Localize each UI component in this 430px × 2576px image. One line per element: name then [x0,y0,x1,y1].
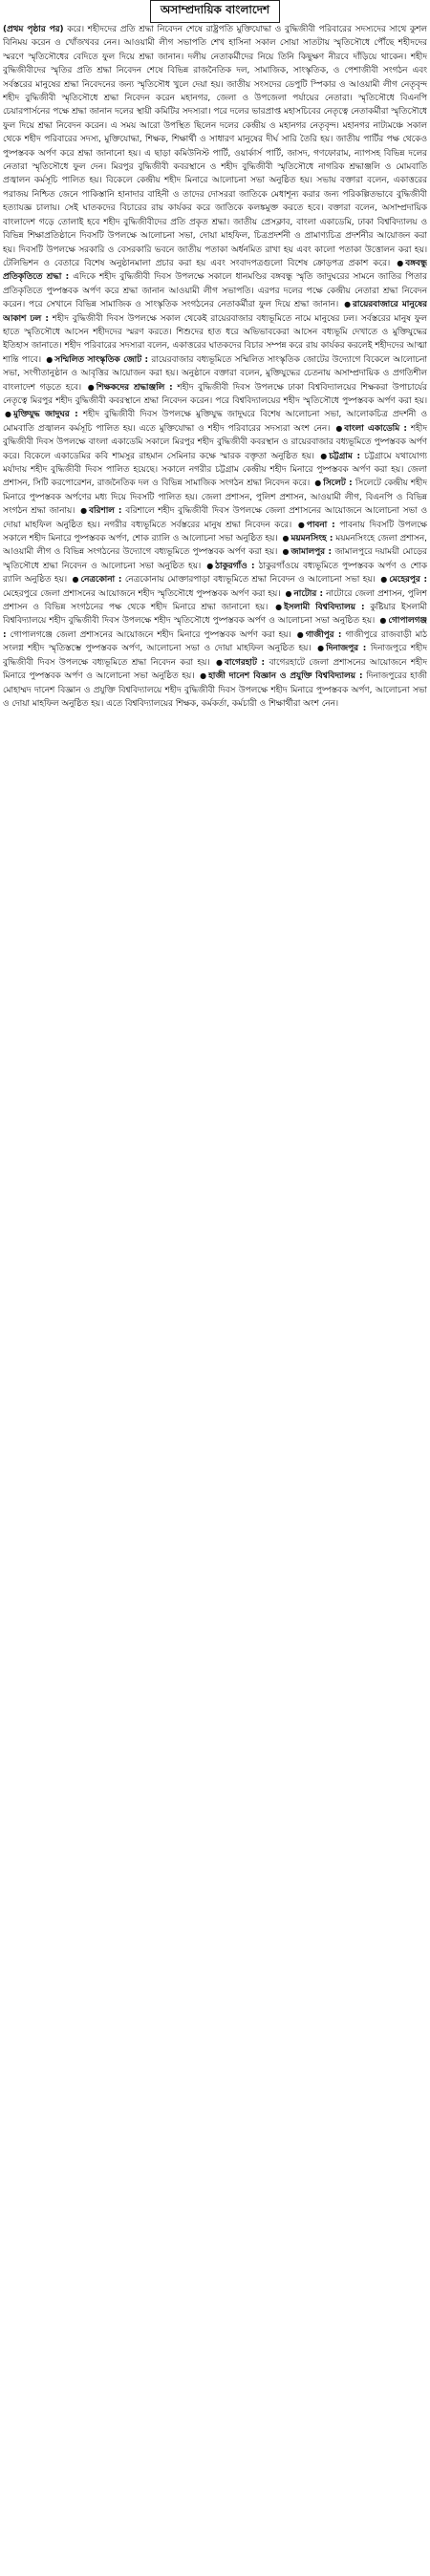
section-heading: নেত্রকোনা : [80,575,122,585]
bullet-icon: ● [282,547,290,557]
section-heading: নাটোর : [293,588,324,599]
section-text: পাবনায় দিবসটি উপলক্ষে সকালে শহীদ মিনারে পুষ্পস্তবক অর্পণ, শোক র‌্যালি ও আলোচনা সভা অনুষ্ঠিত হয়। [3,520,427,544]
section-heading: ইসলামী বিশ্ববিদ্যালয় : [284,603,365,613]
bullet-icon: ● [380,575,388,585]
section-text: বরিশালে শহীদ বুদ্ধিজীবী দিবস উপলক্ষে জেলা প্রশাসনের আয়োজনে আলোচনা সভা ও দোয়া মাহফিল অনুষ্ঠিত হয়। নগরীর বধ্যভূমিতে সর্বস্তরের মানুষ শ্রদ্ধা নিবেদন করে। [3,506,427,530]
continued-from-label: (প্রথম পৃষ্ঠার পর) [3,25,64,34]
bullet-icon: ● [206,561,214,570]
section-text: শহীদ বুদ্ধিজীবী দিবস উপলক্ষে বাংলা একাডেমি সকালে মিরপুর শহীদ বুদ্ধিজীবী কবরস্থান ও রায়েরবাজার বধ্যভূমিতে পুষ্পস্তবক অর্পণ করে। বিকেলে একাডেমির কবি শামসুর রাহমান সেমিনার কক্ষে স্মারক বক্তৃতা অনুষ্ঠিত হয়। [3,423,427,461]
bullet-icon: ● [320,451,328,460]
bullet-icon: ● [215,657,223,667]
section-heading: শিক্ষকদের শ্রদ্ধাঞ্জলি : [96,382,173,393]
section-heading: বঙ্গবন্ধু প্রতিকৃতিতে শ্রদ্ধা : [3,258,427,283]
section-text: নাটোরে জেলা প্রশাসন, পুলিশ প্রশাসন ও বিভিন্ন সংগঠনের পক্ষ থেকে শহীদ মিনারে শ্রদ্ধা জানানো হয়। [3,588,427,613]
headline: অসাম্প্রদায়িক বাংলাদেশ [150,0,280,23]
bullet-icon: ● [282,534,290,543]
section-heading: পাবনা : [306,520,335,530]
bullet-icon: ● [72,575,79,585]
section-text: চট্টগ্রামে যথাযোগ্য মর্যাদায় শহীদ বুদ্ধিজীবী দিবস পালিত হয়েছে। সকালে নগরীর চট্টগ্রাম কেন্দ্রীয় শহীদ মিনারে পুষ্পস্তবক অর্পণ করা হয়। জেলা প্রশাসন, সিটি করপোরেশন, রাজনৈতিক দল ও বিভিন্ন সামাজিক সংগঠন শ্রদ্ধা নিবেদন করে। [3,451,427,489]
section-text: দিনাজপুরের হাজী মোহাম্মদ দানেশ বিজ্ঞান ও প্রযুক্তি বিশ্ববিদ্যালয়ে শহীদ বুদ্ধিজীবী দিবস উপলক্ষে শহীদ মিনারে পুষ্পস্তবক অর্পণ, আলোচনা সভা ও দোয়া মাহফিল অনুষ্ঠিত হয়। এতে বিশ্ববিদ্যালয়ের শিক্ষক, কর্মকর্তা, কর্মচারী ও শিক্ষার্থীরা অংশ নেন। [3,671,427,709]
section-heading: ঠাকুরগাঁও : [215,561,255,571]
section-text: শহীদ বুদ্ধিজীবী দিবস উপলক্ষে মুক্তিযুদ্ধ জাদুঘরে বিশেষ আলোচনা সভা, আলোকচিত্র প্রদর্শনী ও মোমবাতি প্রজ্বালন কর্মসূচি পালিত হয়। এতে মুক্তিযোদ্ধা ও শহীদ পরিবারের সদস্যরা অংশ নেন। [3,410,427,434]
section-text: ঠাকুরগাঁওয়ে বধ্যভূমিতে পুষ্পস্তবক অর্পণ ও শোক র‌্যালি অনুষ্ঠিত হয়। [3,561,427,585]
section-text: শহীদ বুদ্ধিজীবী দিবস উপলক্ষে সকাল থেকেই রায়েরবাজার বধ্যভূমিতে নামে মানুষের ঢল। সর্বস্তরের মানুষ ফুল হাতে স্মৃতিসৌধে আসেন শহীদদের স্মরণ করতে। শিশুদের হাত ধরে অভিভাবকেরা আসেন বধ্যভূমি দেখাতে ও মুক্তিযুদ্ধের ইতিহাস জানাতে। শহীদ পরিবারের সদস্যরা বলেন, একাত্তরের ঘাতকদের বিচার সম্পন্ন করে রায় কার্যকর করলেই শহীদদের আত্মা শান্তি পাবে। [3,313,427,365]
bullet-icon: ● [379,616,387,626]
bullet-icon: ● [46,354,54,364]
section-heading: বরিশাল : [89,506,122,517]
section-text: করে। শহীদদের প্রতি শ্রদ্ধা নিবেদন শেষে রাষ্ট্রপতি মুক্তিযোদ্ধা ও বুদ্ধিজীবী পরিবারের সদস্যদের সাথে কুশল বিনিময় করেন ও খোঁজখবর নেন। আওয়ামী লীগ সভাপতি শেখ হাসিনা সকাল সোয়া সাতটায় স্মৃতিসৌধে পৌঁছে শহীদদের স্মরণে স্মৃতিসৌধের বেদিতে ফুল দিয়ে শ্রদ্ধা জানান। দলীয় নেতাকর্মীদের নিয়ে তিনি কিছুক্ষণ নীরবে দাঁড়িয়ে থাকেন। শহীদ বুদ্ধিজীবীদের স্মৃতির প্রতি শ্রদ্ধা নিবেদন শেষে বিভিন্ন রাজনৈতিক দল, সামাজিক, সাংস্কৃতিক, ও পেশাজীবী সংগঠন এবং সর্বস্তরের মানুষের শ্রদ্ধা নিবেদনের জন্য স্মৃতিসৌধ খুলে দেয়া হয়। জাতীয় সংসদের ডেপুটি স্পিকার ও আওয়ামী লীগ নেতৃবৃন্দ শহীদ বুদ্ধিজীবী স্মৃতিসৌধে শ্রদ্ধা নিবেদন করেন মহানগর, জেলা ও উপজেলা পর্যায়ের নেতারা। স্মৃতিসৌধে বিএনপি চেয়ারপার্সনের পক্ষে শ্রদ্ধা জানান দলের স্থায়ী কমিটির সদস্যরা। পরে দলের ভারপ্রাপ্ত মহাসচিবের নেতৃত্বে নেতাকর্মীরা স্মৃতিসৌধে ফুল দিয়ে শ্রদ্ধা নিবেদন করেন। এ সময় আরো উপস্থিত ছিলেন দলের কেন্দ্রীয় ও মহানগর নেতৃবৃন্দ। মহানগর নাট্যমঞ্চে সকাল থেকে শহীদ পরিবারের সদস্য, মুক্তিযোদ্ধা, শিক্ষক, শিক্ষার্থী ও সাধারণ মানুষের দীর্ঘ সারি তৈরি হয়। জাতীয় পার্টির পক্ষ থেকেও পুষ্পস্তবক অর্পণ করে শ্রদ্ধা জানানো হয়। এ ছাড়া কমিউনিস্ট পার্টি, ওয়ার্কার্স পার্টি, জাসদ, গণফোরাম, ন্যাপসহ বিভিন্ন দলের নেতারা স্মৃতিসৌধে ফুল দেন। মিরপুর বুদ্ধিজীবী কবরস্থানে ও শহীদ বুদ্ধিজীবী স্মৃতিসৌধে নাগরিক শ্রদ্ধাঞ্জলি ও মোমবাতি প্রজ্বালন কর্মসূচি পালিত হয়। বিকেলে কেন্দ্রীয় শহীদ মিনারে আলোচনা সভা অনুষ্ঠিত হয়। সভায় বক্তারা বলেন, একাত্তরের পরাজয় নিশ্চিত জেনে পাকিস্তানি হানাদার বাহিনী ও তাদের দোসররা জাতিকে মেধাশূন্য করার জন্য পরিকল্পিতভাবে বুদ্ধিজীবী হত্যাযজ্ঞ চালায়। সেই ঘাতকদের বিচারের রায় কার্যকর করে জাতিকে কলঙ্কমুক্ত করতে হবে। বক্তারা বলেন, অসাম্প্রদায়িক বাংলাদেশ গড়ে তোলাই হবে শহীদ বুদ্ধিজীবীদের প্রতি প্রকৃত শ্রদ্ধা। জাতীয় প্রেসক্লাব, বাংলা একাডেমি, ঢাকা বিশ্ববিদ্যালয় ও বিভিন্ন শিক্ষাপ্রতিষ্ঠানে দিবসটি উপলক্ষে আলোচনা সভা, দোয়া মাহফিল, চিত্রপ্রদর্শনী ও প্রামাণ্যচিত্র প্রদর্শনীর আয়োজন করা হয়। দিবসটি উপলক্ষে সরকারি ও বেসরকারি ভবনে জাতীয় পতাকা অর্ধনমিত রাখা হয় এবং কালো পতাকা উত্তোলন করা হয়। টেলিভিশন ও বেতারে বিশেষ অনুষ্ঠানমালা প্রচার করা হয় এবং সংবাদপত্রগুলো বিশেষ ক্রোড়পত্র প্রকাশ করে। [3,25,427,268]
section-text: দিনাজপুরে শহীদ বুদ্ধিজীবী দিবস উপলক্ষে বধ্যভূমিতে শ্রদ্ধা নিবেদন করা হয়। [3,644,427,668]
headline-bar [3,0,427,23]
section-heading: গোপালগঞ্জ : [3,616,427,640]
section-heading: গাজীপুর : [305,629,342,640]
bullet-icon: ● [297,520,305,529]
section-heading: মুক্তিযুদ্ধ জাদুঘর : [12,410,78,420]
section-heading: মেহেরপুর : [389,575,427,585]
section-heading: বাগেরহাট : [224,657,266,668]
section-heading: দিনাজপুর : [326,644,367,654]
section-text: কুষ্টিয়ার ইসলামী বিশ্ববিদ্যালয়ে শহীদ বুদ্ধিজীবী দিবস উপলক্ষে শহীদ স্মৃতিসৌধে পুষ্পস্তবক অর্পণ ও আলোচনা সভা অনুষ্ঠিত হয়। [3,603,427,627]
article-body [3,23,427,2571]
bullet-icon: ● [296,629,304,639]
section-text: ময়মনসিংহে জেলা প্রশাসন, আওয়ামী লীগ ও বিভিন্ন সংগঠনের উদ্যোগে বধ্যভূমিতে পুষ্পস্তবক অর্পণ করা হয়। [3,534,427,558]
bullet-icon: ● [80,506,88,516]
section-heading: জামালপুর : [290,547,333,558]
section-heading: রায়েরবাজারে মানুষের আকাশ ঢল : [3,300,427,324]
bullet-icon: ● [344,300,352,309]
section-heading: সিলেট : [323,479,353,489]
bullet-icon: ● [5,410,11,419]
section-heading: বাংলা একাডেমি : [344,423,407,434]
bullet-icon: ● [335,423,343,433]
section-heading: সম্মিলিত সাংস্কৃতিক জোট : [54,354,149,365]
section-heading: ময়মনসিংহ : [290,534,333,544]
section-text: এদিকে শহীদ বুদ্ধিজীবী দিবস উপলক্ষে সকালে ধানমণ্ডির বঙ্গবন্ধু স্মৃতি জাদুঘরের সামনে জাতির পিতার প্রতিকৃতিতে পুষ্পস্তবক অর্পণ করে শ্রদ্ধা জানান আওয়ামী লীগ সভাপতি। এরপর দলের পক্ষে কেন্দ্রীয় নেতারা শ্রদ্ধা নিবেদন করেন। পরে সেখানে বিভিন্ন সামাজিক ও সাংস্কৃতিক সংগঠনের নেতাকর্মীরা ফুল দিয়ে শ্রদ্ধা জানান। [3,272,427,310]
section-heading: হাজী দানেশ বিজ্ঞান ও প্রযুক্তি বিশ্ববিদ্যালয় : [208,671,363,682]
section-text: জামালপুরে দয়াময়ী মোড়ের স্মৃতিসৌধে শ্রদ্ধা নিবেদন ও আলোচনা সভা অনুষ্ঠিত হয়। [3,547,427,571]
bullet-icon: ● [317,644,325,653]
bullet-icon: ● [275,603,283,612]
section-text: রায়েরবাজার বধ্যভূমিতে সম্মিলিত সাংস্কৃতিক জোটের উদ্যোগে বিকেলে আলোচনা সভা, সংগীতানুষ্ঠান ও আবৃত্তির আয়োজন করা হয়। অনুষ্ঠানে বক্তারা বলেন, মুক্তিযুদ্ধের চেতনায় অসাম্প্রদায়িক ও প্রগতিশীল বাংলাদেশ গড়তে হবে। [3,354,427,393]
section-text: নেত্রকোনায় মোক্তারপাড়া বধ্যভূমিতে শ্রদ্ধা নিবেদন ও আলোচনা সভা হয়। [124,575,376,585]
section-text: সিলেটে কেন্দ্রীয় শহীদ মিনারে পুষ্পস্তবক অর্পণের মধ্য দিয়ে দিবসটি পালিত হয়। জেলা প্রশাসন, পুলিশ প্রশাসন, আওয়ামী লীগ, বিএনপি ও বিভিন্ন সংগঠন শ্রদ্ধা জানায়। [3,479,427,517]
section-heading: চট্টগ্রাম : [329,451,361,461]
section-text: গোপালগঞ্জে জেলা প্রশাসনের আয়োজনে শহীদ মিনারে পুষ্পস্তবক অর্পণ করা হয়। [10,629,291,640]
bullet-icon: ● [397,258,404,267]
section-text: মেহেরপুরে জেলা প্রশাসনের আয়োজনে শহীদ স্মৃতিসৌধে পুষ্পস্তবক অর্পণ করা হয়। [3,588,281,599]
section-text: শহীদ বুদ্ধিজীবী দিবস উপলক্ষে ঢাকা বিশ্ববিদ্যালয়ের শিক্ষকরা উপাচার্যের নেতৃত্বে মিরপুর শহীদ বুদ্ধিজীবী কবরস্থানে শ্রদ্ধা নিবেদন করেন। পরে বিশ্ববিদ্যালয়ের শহীদ স্মৃতিসৌধে পুষ্পস্তবক অর্পণ করা হয়। [3,382,427,406]
bullet-icon: ● [87,382,95,392]
section-text: গাজীপুরে রাজবাড়ী মাঠ সংলগ্ন শহীদ স্মৃতিস্তম্ভে পুষ্পস্তবক অর্পণ, আলোচনা সভা ও দোয়া মাহফিল অনুষ্ঠিত হয়। [3,629,427,654]
bullet-icon: ● [200,671,207,681]
bullet-icon: ● [314,479,322,488]
bullet-icon: ● [285,588,292,598]
section-text: বাগেরহাটে জেলা প্রশাসনের আয়োজনে শহীদ মিনারে পুষ্পস্তবক অর্পণ ও আলোচনা সভা অনুষ্ঠিত হয়। [3,657,427,682]
